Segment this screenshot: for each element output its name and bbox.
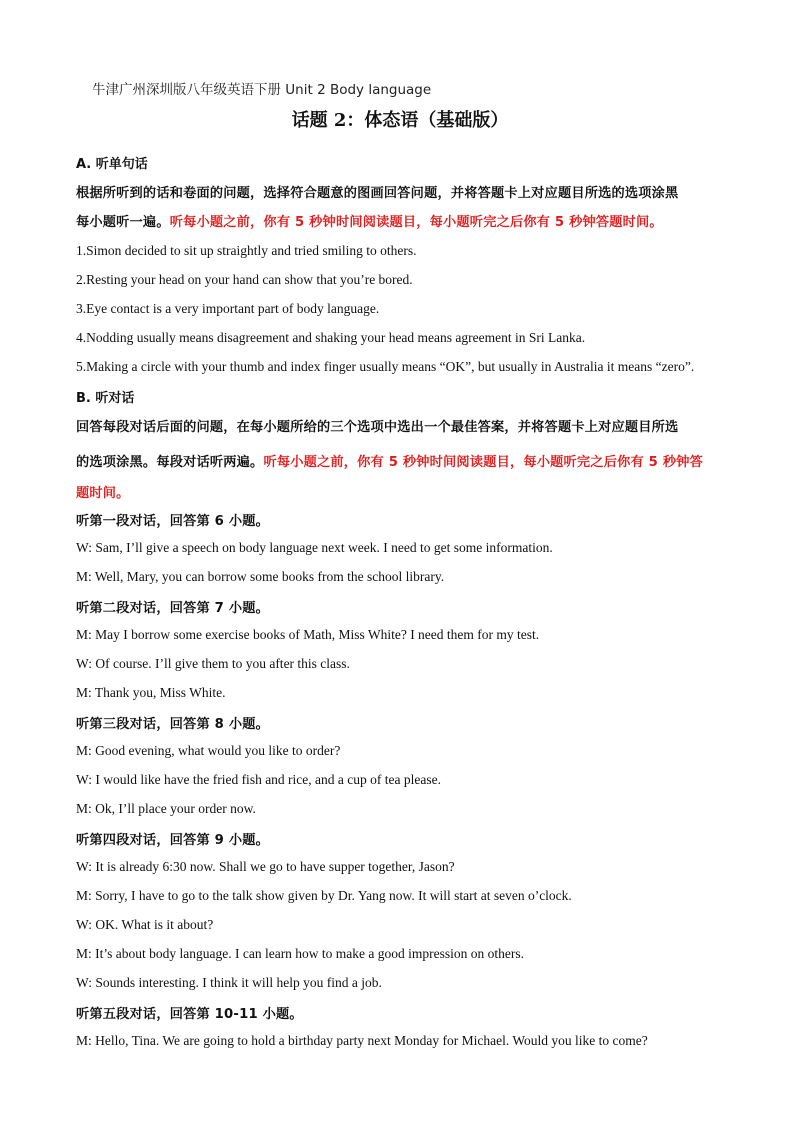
dialog-4-line-3: W: OK. What is it about?	[76, 917, 214, 932]
dialog-2-heading: 听第二段对话，回答第 7 小题。	[76, 601, 269, 616]
sentence-2: 2.Resting your head on your hand can show that you’re bored.	[76, 272, 413, 287]
dialog-1-line-1: W: Sam, I’ll give a speech on body language next week. I need to get some information.	[76, 540, 553, 555]
sentence-5: 5.Making a circle with your thumb and index finger usually means “OK”, but usually in Australia it means “zero”.	[76, 359, 695, 374]
dialog-5-heading: 听第五段对话，回答第 10-11 小题。	[76, 1007, 303, 1022]
dialog-4-line-5: W: Sounds interesting. I think it will help you find a job.	[76, 975, 382, 990]
section-b-instruction-red: 听每小题之前，你有 5 秒钟时间阅读题目，每小题听完之后你有 5 秒钟答	[263, 455, 703, 470]
dialog-4-line-2: M: Sorry, I have to go to the talk show given by Dr. Yang now. It will start at seven o’clock.	[76, 888, 572, 903]
dialog-1-heading: 听第一段对话，回答第 6 小题。	[76, 514, 269, 529]
section-a-instruction-black: 每小题听一遍。	[76, 215, 170, 230]
page-header: 牛津广州深圳版八年级英语下册 Unit 2 Body language	[92, 82, 432, 98]
section-a-instruction-red: 听每小题之前，你有 5 秒钟时间阅读题目，每小题听完之后你有 5 秒钟答题时间。	[169, 215, 663, 230]
page-title: 话题 2：体态语（基础版）	[291, 110, 509, 131]
dialog-2-line-2: W: Of course. I’ll give them to you after this class.	[76, 656, 350, 671]
sentence-4: 4.Nodding usually means disagreement and shaking your head means agreement in Sri Lanka.	[76, 330, 586, 345]
dialog-3-line-1: M: Good evening, what would you like to order?	[76, 743, 341, 758]
dialog-5-line-1: M: Hello, Tina. We are going to hold a birthday party next Monday for Michael. Would you like to come?	[76, 1033, 648, 1048]
dialog-2-line-3: M: Thank you, Miss White.	[76, 685, 226, 700]
section-a-heading: A. 听单句话	[76, 157, 148, 172]
dialog-4-line-1: W: It is already 6:30 now. Shall we go to have supper together, Jason?	[76, 859, 455, 874]
section-a-instruction-line2	[76, 211, 663, 230]
section-b-instruction-black: 的选项涂黑。每段对话听两遍。	[76, 455, 264, 470]
dialog-1-line-2: M: Well, Mary, you can borrow some books from the school library.	[76, 569, 445, 584]
section-a-instruction-line1: 根据所听到的话和卷面的问题，选择符合题意的图画回答问题，并将答题卡上对应题目所选的选项涂黑	[76, 186, 679, 201]
section-b-instruction-line3: 题时间。	[76, 486, 130, 501]
sentence-3: 3.Eye contact is a very important part of body language.	[76, 301, 380, 316]
dialog-3-line-3: M: Ok, I’ll place your order now.	[76, 801, 256, 816]
sentence-1: 1.Simon decided to sit up straightly and tried smiling to others.	[76, 243, 417, 258]
dialog-3-line-2: W: I would like have the fried fish and rice, and a cup of tea please.	[76, 772, 441, 787]
dialog-4-heading: 听第四段对话，回答第 9 小题。	[76, 833, 269, 848]
section-b-heading: B. 听对话	[76, 391, 135, 406]
dialog-2-line-1: M: May I borrow some exercise books of Math, Miss White? I need them for my test.	[76, 627, 540, 642]
section-b-instruction-line1: 回答每段对话后面的问题，在每小题所给的三个选项中选出一个最佳答案，并将答题卡上对应题目所选	[76, 420, 679, 435]
dialog-3-heading: 听第三段对话，回答第 8 小题。	[76, 717, 269, 732]
dialog-4-line-4: M: It’s about body language. I can learn how to make a good impression on others.	[76, 946, 525, 961]
section-b-instruction-line2	[76, 451, 703, 470]
